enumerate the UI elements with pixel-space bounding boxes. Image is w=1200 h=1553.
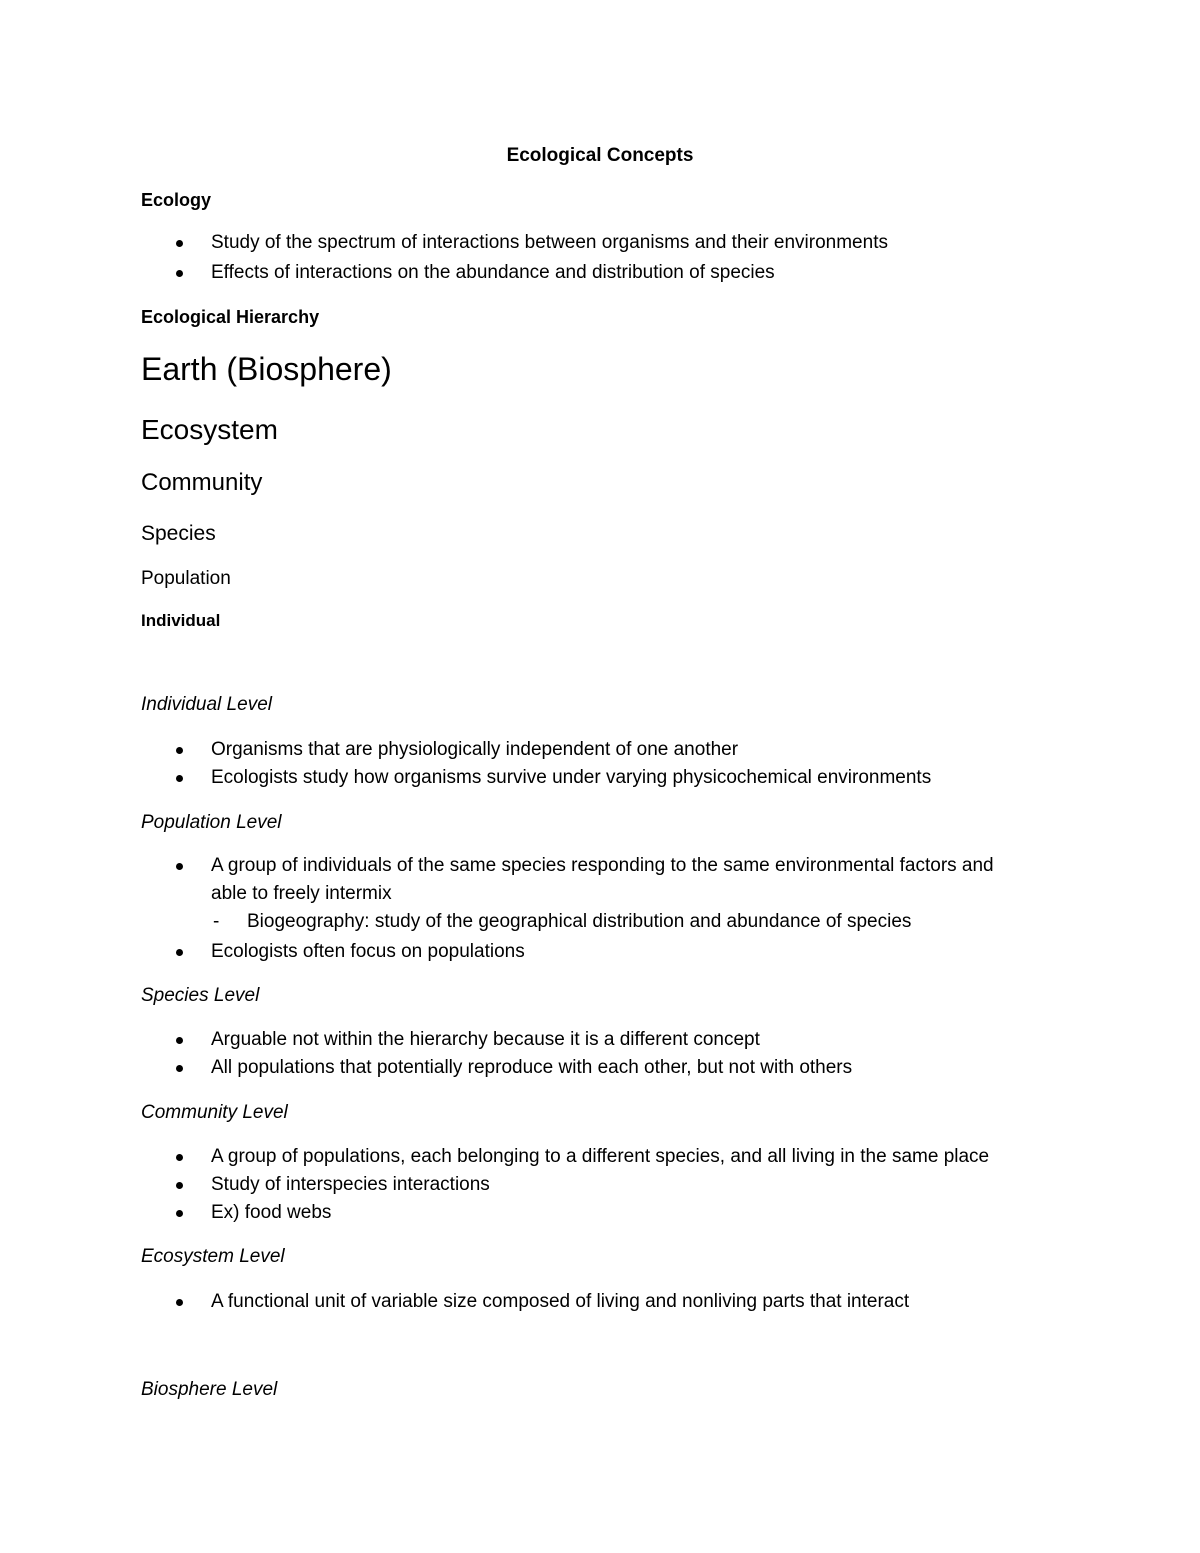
ecology-heading: Ecology (141, 190, 212, 210)
hierarchy-level-species: Species (141, 522, 216, 545)
bullet-icon (176, 863, 183, 870)
list-item (0, 740, 1200, 764)
list-item (0, 1030, 1200, 1054)
hierarchy-level-biosphere: Earth (Biosphere) (141, 351, 392, 387)
hierarchy-heading: Ecological Hierarchy (141, 307, 320, 327)
list-item (0, 263, 1200, 287)
species-level-heading: Species Level (141, 985, 260, 1006)
hierarchy-level-ecosystem: Ecosystem (141, 414, 278, 445)
bullet-icon (176, 1182, 183, 1189)
list-item (0, 233, 1200, 257)
bullet-icon (176, 1299, 183, 1306)
ecosystem-level-heading: Ecosystem Level (141, 1246, 285, 1267)
bullet-icon (176, 747, 183, 754)
list-item-text: Ecologists study how organisms survive under varying physicochemical environments (211, 767, 932, 788)
list-item (0, 1175, 1200, 1199)
list-item (0, 856, 1200, 880)
list-item-text: All populations that potentially reproduce with each other, but not with others (211, 1057, 853, 1078)
list-item-text: Arguable not within the hierarchy because it is a different concept (211, 1029, 760, 1050)
document-title: Ecological Concepts (506, 145, 694, 166)
hierarchy-level-community: Community (141, 469, 263, 496)
bullet-icon (176, 1065, 183, 1072)
list-item (0, 1058, 1200, 1082)
list-item-text: A group of populations, each belonging to a different species, and all living in the same place (211, 1146, 990, 1167)
bullet-icon (176, 1154, 183, 1161)
list-item-text: A group of individuals of the same species responding to the same environmental factors and (211, 855, 994, 876)
biosphere-level-heading: Biosphere Level (141, 1379, 278, 1400)
community-level-heading: Community Level (141, 1102, 288, 1123)
list-item-text: Organisms that are physiologically independent of one another (211, 739, 739, 760)
dash-marker: - (213, 911, 220, 932)
bullet-icon (176, 1037, 183, 1044)
sub-list-item-text: Biogeography: study of the geographical distribution and abundance of species (247, 911, 912, 932)
hierarchy-level-population: Population (141, 568, 231, 589)
bullet-icon (176, 1210, 183, 1217)
list-item-continuation: able to freely intermix (211, 883, 392, 904)
individual-level-heading: Individual Level (141, 694, 272, 715)
list-item-text: Ex) food webs (211, 1202, 332, 1223)
list-item (0, 1203, 1200, 1227)
hierarchy-level-individual: Individual (141, 611, 221, 630)
sub-list-item (0, 912, 1200, 936)
list-item (0, 942, 1200, 966)
list-item-text: A functional unit of variable size composed of living and nonliving parts that interact (211, 1291, 910, 1312)
list-item-text: Effects of interactions on the abundance and distribution of species (211, 262, 775, 283)
list-item (0, 768, 1200, 792)
list-item-text: Study of the spectrum of interactions between organisms and their environments (211, 232, 888, 253)
bullet-icon (176, 949, 183, 956)
list-item-text: Ecologists often focus on populations (211, 941, 525, 962)
list-item (0, 1292, 1200, 1316)
bullet-icon (176, 240, 183, 247)
population-level-heading: Population Level (141, 812, 282, 833)
list-item (0, 1147, 1200, 1171)
bullet-icon (176, 775, 183, 782)
list-item-text: Study of interspecies interactions (211, 1174, 490, 1195)
bullet-icon (176, 270, 183, 277)
